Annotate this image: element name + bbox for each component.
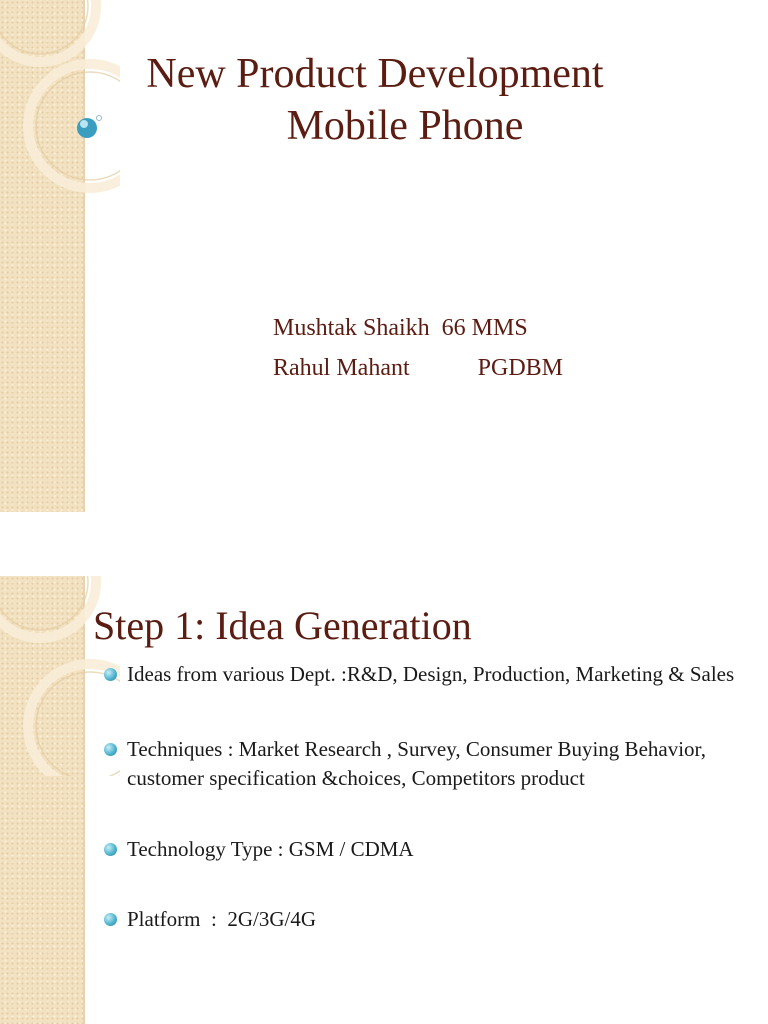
list-item: Technology Type : GSM / CDMA: [104, 835, 754, 864]
author-name: Rahul Mahant: [273, 355, 410, 381]
author-name: Mushtak Shaikh: [273, 315, 430, 341]
title-line-2: Mobile Phone: [286, 103, 524, 149]
bullet-icon: [104, 913, 117, 926]
bullet-icon: [104, 843, 117, 856]
bullet-icon: [104, 743, 117, 756]
bullet-list: [104, 660, 754, 934]
author-program: PGDBM: [477, 355, 563, 381]
bullet-icon: [104, 668, 117, 681]
author-list: [273, 308, 563, 388]
author-row: [273, 348, 563, 388]
list-item: Techniques : Market Research , Survey, Consumer Buying Behavior, customer specification &choices, Competitors product: [104, 735, 754, 793]
list-item: Ideas from various Dept. :R&D, Design, Production, Marketing & Sales: [104, 660, 754, 689]
slide-title: [0, 48, 760, 152]
author-row: [273, 308, 563, 348]
list-item: Platform : 2G/3G/4G: [104, 905, 754, 934]
author-program: 66 MMS: [441, 315, 528, 341]
slide-title: Step 1: Idea Generation: [93, 603, 472, 648]
title-line-1: New Product Development: [146, 51, 604, 97]
